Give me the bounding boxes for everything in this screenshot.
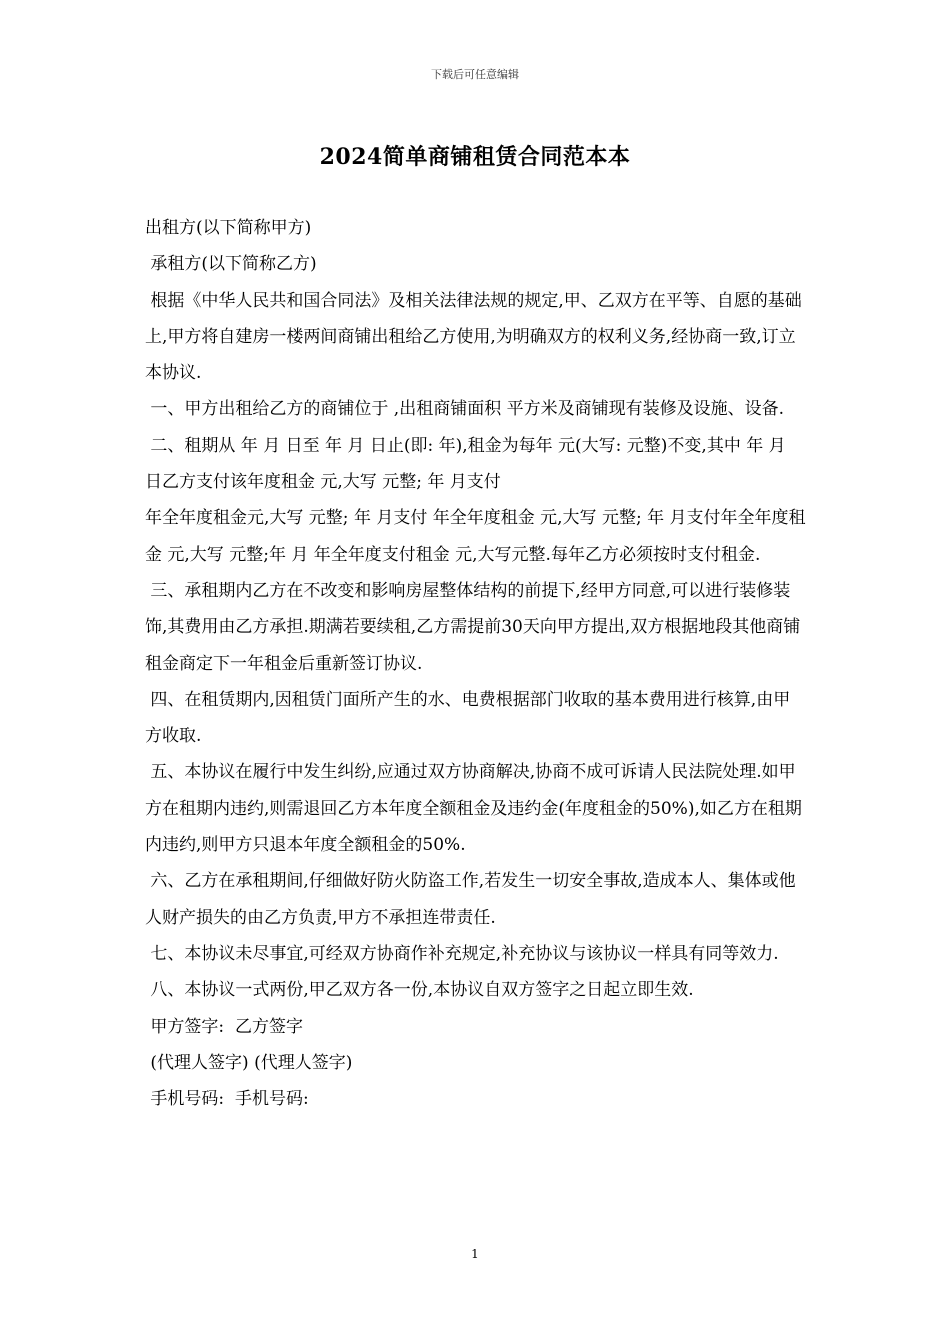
document-title: 2024简单商铺租赁合同范本本 [319,144,631,170]
contract-body [145,210,807,1117]
clause-2-continuation: 年全年度租金元,大写 元整; 年 月支付 年全年度租金 元,大写 元整; 年 月支付年全年度租金 元,大写 元整;年 月 年全年度支付租金 元,大写元整.每年乙方必须按时支付租金. [145,508,806,565]
signature-line: 甲方签字: 乙方签字 [145,1016,303,1037]
clause-3-paragraph: 三、承租期内乙方在不改变和影响房屋整体结构的前提下,经甲方同意,可以进行装修装饰,其费用由乙方承担.期满若要续租,乙方需提前30天向甲方提出,双方根据地段其他商铺租金商定下一年租金后重新签订协议. [145,580,801,674]
agent-signature-line: (代理人签字) (代理人签字) [145,1052,353,1073]
clause-8-paragraph: 八、本协议一式两份,甲乙双方各一份,本协议自双方签字之日起立即生效. [145,980,694,1001]
preamble-paragraph: 根据《中华人民共和国合同法》及相关法律法规的规定,甲、乙双方在平等、自愿的基础上,甲方将自建房一楼两间商铺出租给乙方使用,为明确双方的权利义务,经协商一致,订立本协议. [145,290,802,384]
lessee-line: 承租方(以下简称乙方) [145,254,317,275]
phone-number-line: 手机号码: 手机号码: [145,1089,309,1110]
clause-1-paragraph: 一、甲方出租给乙方的商铺位于 ,出租商铺面积 平方米及商铺现有装修及设施、设备. [145,399,785,420]
clause-5-paragraph: 五、本协议在履行中发生纠纷,应通过双方协商解决,协商不成可诉请人民法院处理.如甲方在租期内违约,则需退回乙方本年度全额租金及违约金(年度租金的50%),如乙方在租期内违约,则甲方只退本年度全额租金的50%. [145,762,802,856]
clause-7-paragraph: 七、本协议未尽事宜,可经双方协商作补充规定,补充协议与该协议一样具有同等效力. [145,943,779,964]
clause-6-paragraph: 六、乙方在承租期间,仔细做好防火防盗工作,若发生一切安全事故,造成本人、集体或他人财产损失的由乙方负责,甲方不承担连带责任. [145,871,796,928]
clause-4-paragraph: 四、在租赁期内,因租赁门面所产生的水、电费根据部门收取的基本费用进行核算,由甲方收取. [145,689,791,747]
clause-2-paragraph: 二、租期从 年 月 日至 年 月 日止(即: 年),租金为每年 元(大写: 元整)不变,其中 年 月 日乙方支付该年度租金 元,大写 元整; 年 月支付 [145,435,792,493]
page-number: 1 [471,1247,479,1261]
header-note: 下载后可任意编辑 [431,68,519,81]
lessor-line: 出租方(以下简称甲方) [145,218,312,238]
